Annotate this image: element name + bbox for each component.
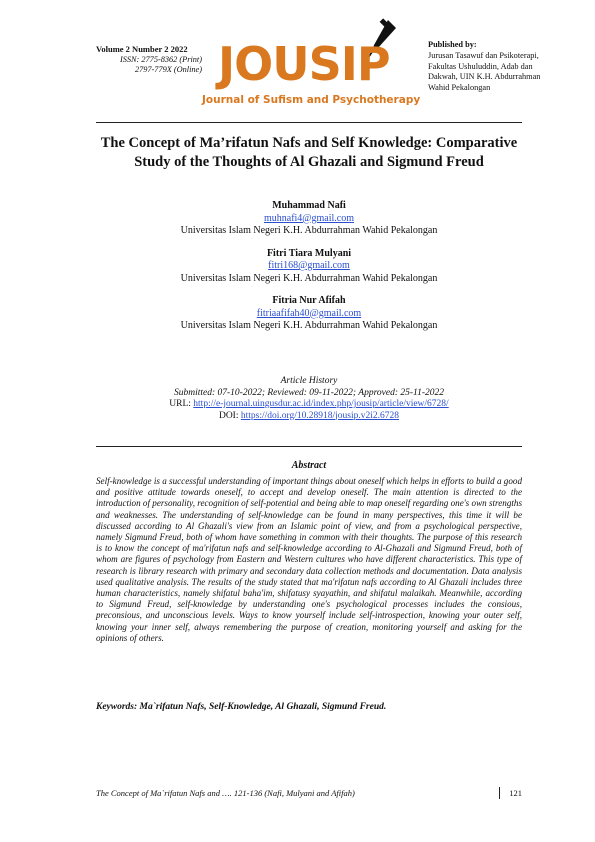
author-entry <box>100 248 518 286</box>
footer-separator <box>499 787 500 799</box>
author-entry <box>100 295 518 333</box>
journal-meta <box>96 44 206 76</box>
author-name: Fitri Tiara Mulyani <box>266 247 352 259</box>
page-number: 121 <box>509 788 522 798</box>
abstract-text: Self-knowledge is a successful understanding of important things about oneself which helps in efforts to build a good and positive attitude towards oneself, to accept and develop oneself. The main attention is directed to the introduction of personality, recognition of self-potential and being able to map oneself regarding one's own strengths and weaknesses. The understanding of self-knowledge can be found in many perspectives, this time it will be discussed according to Al Ghazali's view from an Islamic point of view, and from a psychological perspective, namely Sigmund Freud, both of whom have something in common with their thoughts. The purpose of this research is to know the concept of ma'rifatun nafs and self-knowledge according to Al-Ghazali and Sigmund Freud, both of whom are figures of psychology from Eastern and Western cultures who have different characteristics. This type of research is library research with primary and secondary data collection methods and documentation. Data analysis used qualitative analysis. The results of the study stated that ma'rifatun nafs according to Al Ghazali includes three human characteristics, namely shifatul baha'im, shifatusy syayathin, and shifatul malaikah. Meanwhile, according to Sigmund Freud, self-knowledge by understanding one's psychological processes includes the consious, preconsious, and unconscious levels. Ways to know yourself include self-introspection, knowing your outer self, knowing your inner self, always remembering the purpose of creation, monitoring yourself and asking for the opinions of others. <box>96 476 522 643</box>
article-history <box>100 376 518 422</box>
abstract-heading: Abstract <box>291 460 327 471</box>
author-affiliation: Universitas Islam Negeri K.H. Abdurrahman Wahid Pekalongan <box>180 225 438 236</box>
doi-line <box>100 411 518 423</box>
header-divider <box>96 122 522 123</box>
page-footer <box>96 788 522 798</box>
author-email-link[interactable]: muhnafi4@gmail.com <box>263 212 355 224</box>
author-affiliation: Universitas Islam Negeri K.H. Abdurrahman Wahid Pekalongan <box>180 272 438 284</box>
url-line <box>100 399 518 411</box>
url-label: URL: <box>169 399 191 409</box>
author-name: Muhammad Nafi <box>272 200 346 211</box>
doi-label: DOI: <box>218 410 239 421</box>
author-list <box>100 200 518 343</box>
issn-print: ISSN: 2775-8362 (Print) <box>119 54 202 64</box>
running-title: The Concept of Ma`rifatun Nafs and …. 121-136 (Nafi, Mulyani and Afifah) <box>96 788 355 798</box>
section-divider <box>96 446 522 447</box>
issn-online: 2797-779X (Online) <box>134 65 202 74</box>
journal-logo <box>202 18 421 110</box>
doi-link[interactable]: https://doi.org/10.28918/jousip.v2i2.6728 <box>240 410 400 421</box>
publisher-heading: Published by: <box>428 40 477 49</box>
history-dates: Submitted: 07-10-2022; Reviewed: 09-11-2022; Approved: 25-11-2022 <box>173 387 445 398</box>
author-entry <box>100 200 518 238</box>
article-url-link[interactable]: http://e-journal.uingusdur.ac.id/index.php/jousip/article/view/6728/ <box>193 399 449 409</box>
paper-title: The Concept of Ma’rifatun Nafs and Self Knowledge: Comparative Study of the Thoughts of Al Ghazali and Sigmund Freud <box>100 135 518 170</box>
logo-wordmark: JOUSIP <box>218 37 390 91</box>
journal-full-name: Journal of Sufism and Psychotherapy <box>202 94 421 106</box>
volume-number: Volume 2 Number 2 2022 <box>96 44 188 54</box>
publisher-block <box>428 40 543 94</box>
author-email-link[interactable]: fitri168@gmail.com <box>268 260 350 271</box>
author-affiliation: Universitas Islam Negeri K.H. Abdurrahman Wahid Pekalongan <box>180 320 438 331</box>
publisher-name: Jurusan Tasawuf dan Psikoterapi, Fakultas Ushuluddin, Adab dan Dakwah, UIN K.H. Abdurrahman Wahid Pekalongan <box>428 50 541 93</box>
keywords: Keywords: Ma`rifatun Nafs, Self-Knowledge, Al Ghazali, Sigmund Freud. <box>96 702 387 712</box>
history-heading: Article History <box>280 376 338 386</box>
author-email-link[interactable]: fitriaafifah40@gmail.com <box>256 307 362 319</box>
author-name: Fitria Nur Afifah <box>272 295 346 306</box>
